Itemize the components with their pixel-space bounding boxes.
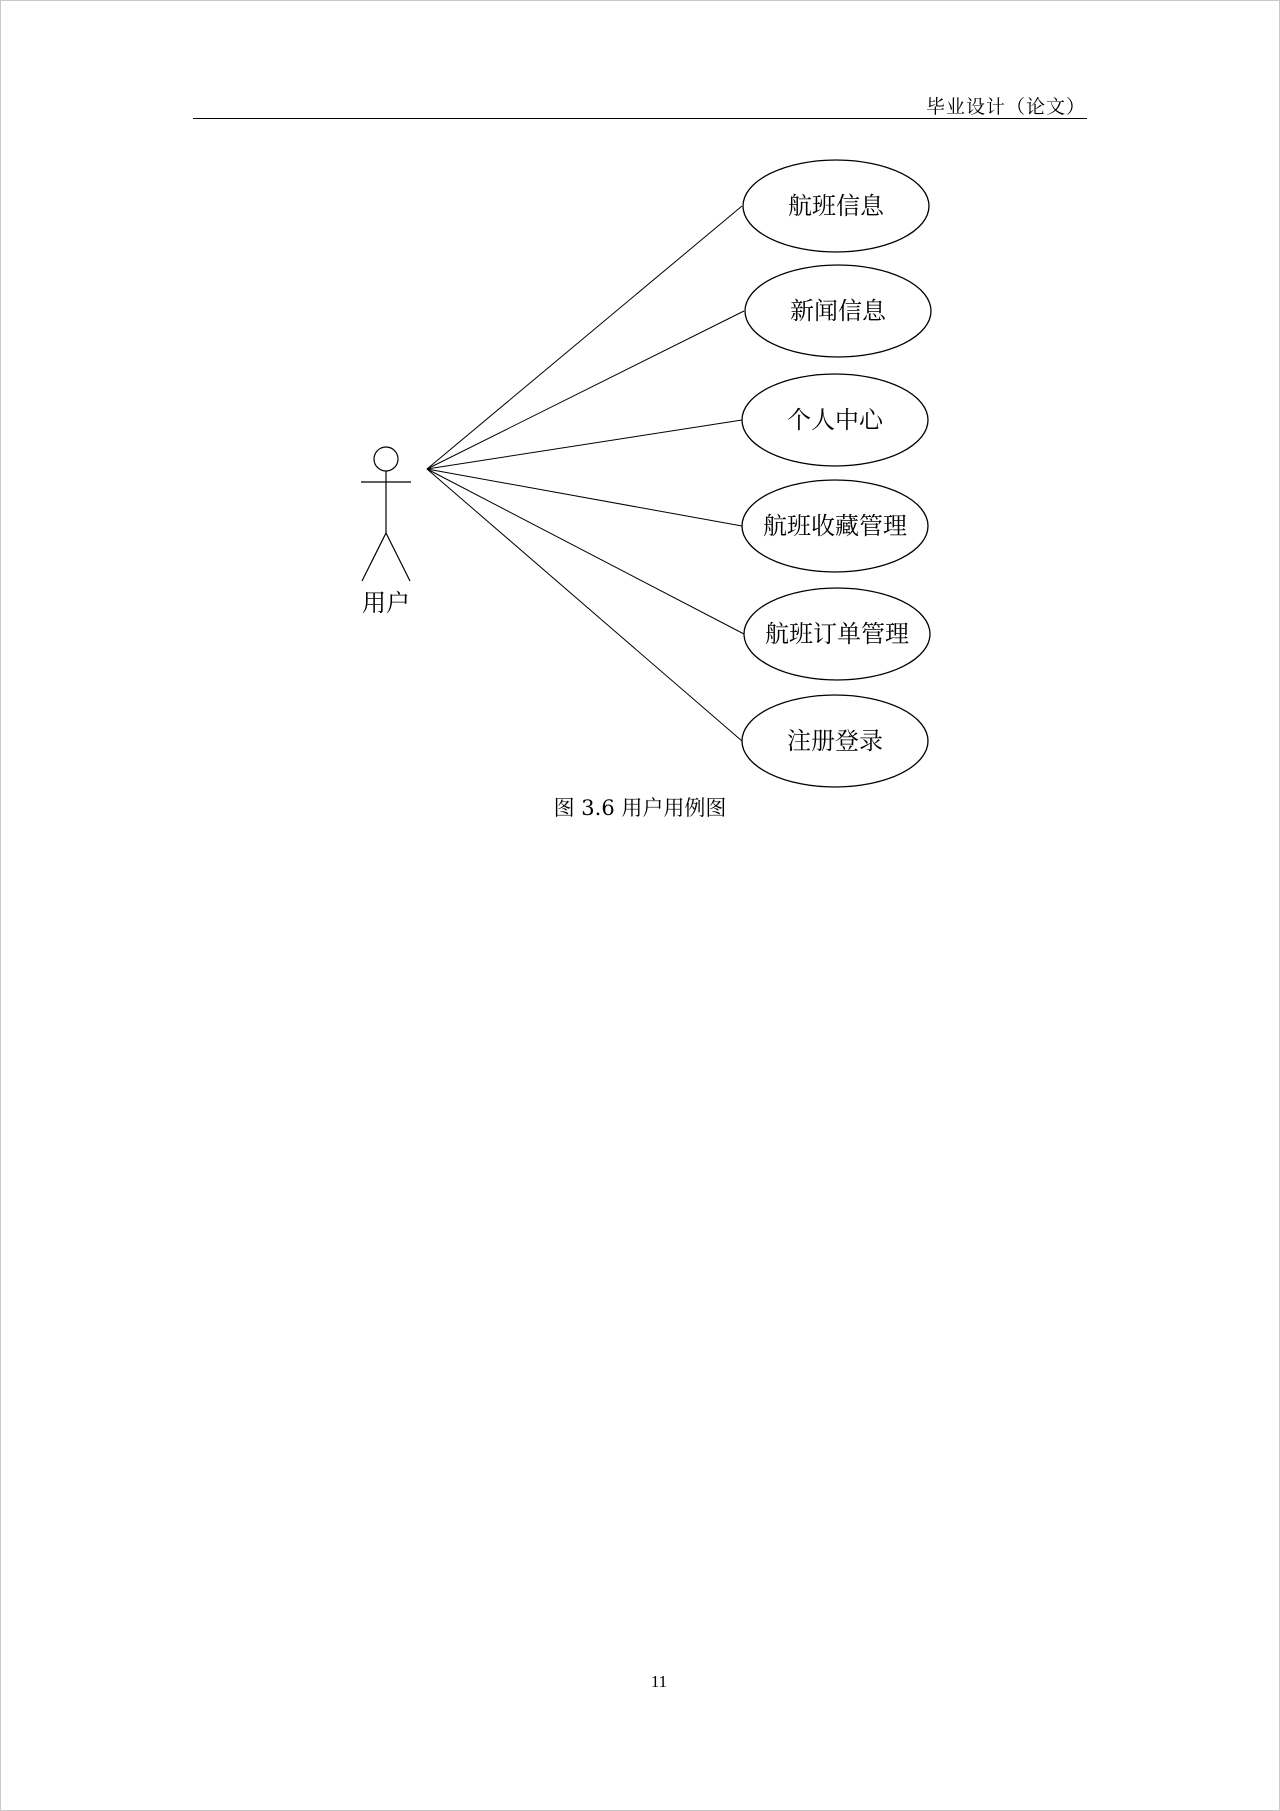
- association-lines: [427, 206, 744, 741]
- association-line: [427, 420, 742, 469]
- actor-label: 用户: [362, 589, 410, 617]
- use-case-新闻信息: [745, 265, 931, 357]
- actor-head-icon: [374, 447, 398, 471]
- association-line: [427, 206, 742, 469]
- running-header: 毕业设计（论文）: [925, 96, 1086, 118]
- association-line: [427, 311, 744, 469]
- figure-caption: 图 3.6 用户用例图: [553, 796, 727, 820]
- use-case-航班信息: [743, 160, 929, 252]
- association-line: [427, 469, 742, 526]
- use-case-label: 航班信息: [788, 192, 884, 220]
- page-number: 11: [650, 1672, 668, 1691]
- use-case-label: 个人中心: [787, 406, 883, 434]
- actor-left-leg: [362, 533, 386, 581]
- use-case-label: 新闻信息: [790, 297, 886, 325]
- use-case-航班订单管理: [744, 588, 930, 680]
- actor-right-leg: [386, 533, 410, 581]
- use-case-个人中心: [742, 374, 928, 466]
- use-case-注册登录: [742, 695, 928, 787]
- use-case-label: 注册登录: [787, 727, 883, 755]
- use-case-航班收藏管理: [742, 480, 928, 572]
- use-case-label: 航班订单管理: [765, 620, 909, 648]
- actor-figure: [361, 447, 411, 581]
- association-line: [427, 469, 742, 741]
- association-line: [427, 469, 744, 634]
- use-case-label: 航班收藏管理: [763, 512, 907, 540]
